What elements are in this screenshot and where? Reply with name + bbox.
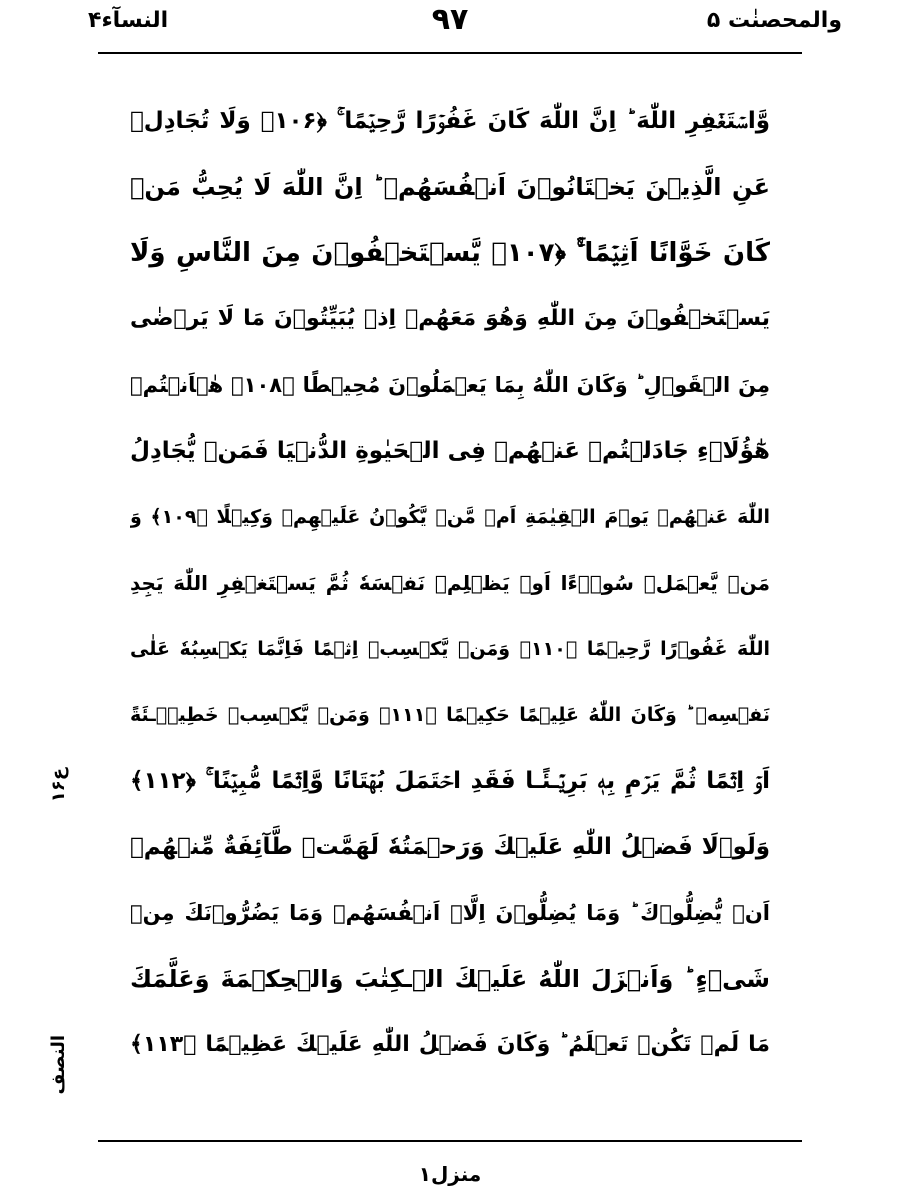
verse-line: اللّٰهَ غَفُوۡرًا رَّحِيۡمًا ﴿۱۱۰﴾ وَمَنۡ يَّكۡسِبۡ اِثۡمًا فَاِنَّمَا يَكۡسِبُهٗ عَلٰى <box>130 638 770 660</box>
verse-block <box>130 88 770 1078</box>
manzil-label: منزل۱ <box>418 1162 482 1186</box>
verse-line: هٰٓؤُلَاۤءِ جَادَلۡتُمۡ عَنۡهُمۡ فِى الۡحَيٰوةِ الدُّنۡيَا فَمَنۡ يُّجَادِلُ <box>130 438 770 464</box>
verse-line: يَسۡتَخۡفُوۡنَ مِنَ اللّٰهِ وَهُوَ مَعَهُمۡ اِذۡ يُبَيِّتُوۡنَ مَا لَا يَرۡضٰى <box>130 306 770 331</box>
verse-line: اللّٰهَ عَنۡهُمۡ يَوۡمَ الۡقِيٰمَةِ اَمۡ مَّنۡ يَّكُوۡنُ عَلَيۡهِمۡ وَكِيۡلًا ﴿۱۰۹﴾ وَ <box>130 506 770 528</box>
verse-line: مَا لَمۡ تَكُنۡ تَعۡلَمُ ؕ وَكَانَ فَضۡلُ اللّٰهِ عَلَيۡكَ عَظِيۡمًا ﴿۱۱۳﴾ <box>130 1032 770 1057</box>
verse-line: عَنِ الَّذِيۡنَ يَخۡتَانُوۡنَ اَنۡفُسَهُمۡ ؕ اِنَّ اللّٰهَ لَا يُحِبُّ مَنۡ <box>130 173 770 201</box>
footer-rule <box>98 1140 802 1142</box>
verse-line: وَّاسۡتَغۡفِرِ اللّٰهَ ؕ اِنَّ اللّٰهَ كَانَ غَفُوۡرًا رَّحِيۡمًا ۚ‏ ﴿۱۰۶﴾ وَلَا تُجَادِلۡ <box>130 108 770 134</box>
page-number: ۹۷ <box>431 2 469 37</box>
verse-line: اَوۡ اِثۡمًا ثُمَّ يَرۡمِ بِهٖ بَرِيۡۤـئًـا فَقَدِ احۡتَمَلَ بُهۡتَانًا وَّاِثۡمًا مُّبِيۡنًا ۚ ﴿۱۱۲﴾ <box>130 768 770 794</box>
verse-line: كَانَ خَوَّانًا اَثِيۡمًا ۙۚ‏ ﴿۱۰۷﴾ يَّسۡتَخۡفُوۡنَ مِنَ النَّاسِ وَلَا <box>130 238 770 268</box>
header-rule <box>98 52 802 54</box>
half-marker: النصف <box>48 1035 69 1095</box>
para-name: والمحصنٰت ۵ <box>706 8 842 33</box>
verse-line: اَنۡ يُّضِلُّوۡكَ ؕ وَمَا يُضِلُّوۡنَ اِلَّاۤ اَنۡفُسَهُمۡ وَمَا يَضُرُّوۡنَكَ مِنۡ <box>130 901 770 925</box>
verse-line: مَنۡ يَّعۡمَلۡ سُوۡۤءًا اَوۡ يَظۡلِمۡ نَفۡسَهٗ ثُمَّ يَسۡتَغۡفِرِ اللّٰهَ يَجِدِ <box>130 571 770 595</box>
verse-line: مِنَ الۡقَوۡلِ ؕ وَكَانَ اللّٰهُ بِمَا يَعۡمَلُوۡنَ مُحِيۡطًا ﴿۱۰۸﴾ هٰۤاَنۡتُمۡ <box>130 373 770 397</box>
ruku-marker: ع۱۶ <box>48 768 69 803</box>
surah-name: النسآء۴ <box>88 8 169 33</box>
verse-line: وَلَوۡلَا فَضۡلُ اللّٰهِ عَلَيۡكَ وَرَحۡمَتُهٗ لَهَمَّتۡ طَّآئِفَةٌ مِّنۡهُمۡ <box>130 834 770 860</box>
verse-line: نَفۡسِهٖ ؕ وَكَانَ اللّٰهُ عَلِيۡمًا حَكِيۡمًا ﴿۱۱۱﴾ وَمَنۡ يَّكۡسِبۡ خَطِيۡۤـئَةً <box>130 704 770 726</box>
verse-line: شَىۡءٍ ؕ وَاَنۡزَلَ اللّٰهُ عَلَيۡكَ الۡـكِتٰبَ وَالۡحِكۡمَةَ وَعَلَّمَكَ <box>130 965 770 993</box>
